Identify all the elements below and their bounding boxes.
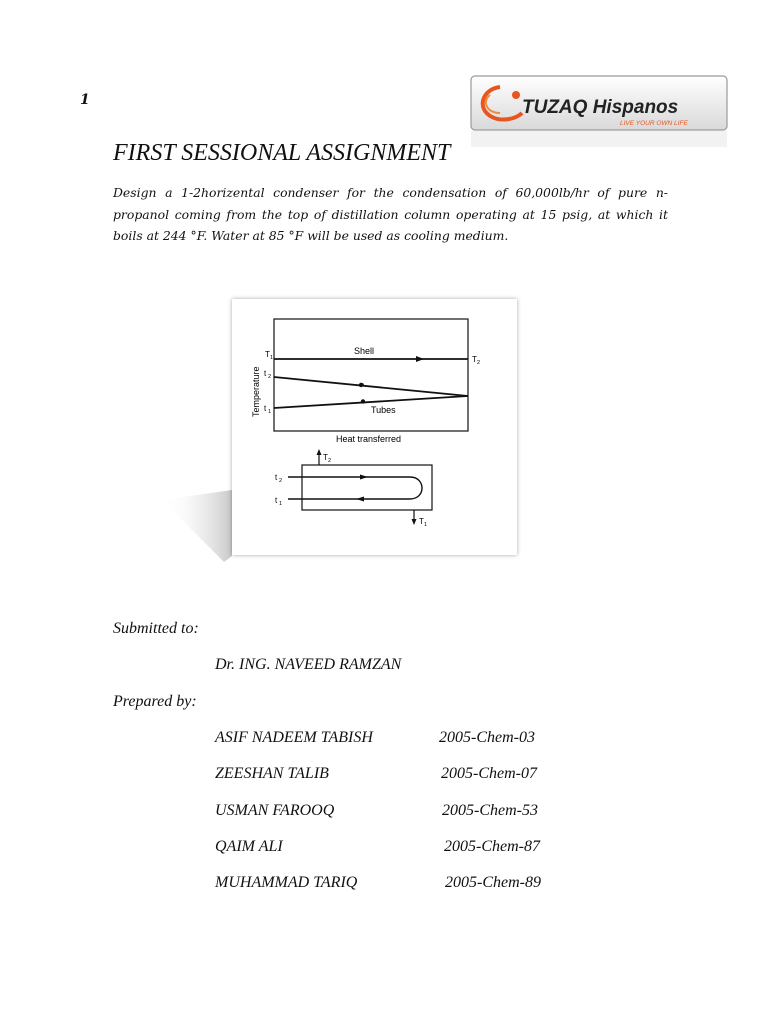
student-name: ZEESHAN TALIB [215,765,329,782]
condenser-figure [232,299,517,555]
logo-tagline: LIVE YOUR OWN LIFE [620,120,688,127]
svg-text:1: 1 [268,409,272,415]
svg-text:2: 2 [268,374,272,380]
logo-brand: TUZAQ Hispanos [522,97,679,118]
x-axis-label: Heat transferred [336,434,402,444]
shell-label: Shell [354,346,375,356]
submitted-to-name: Dr. ING. NAVEED RAMZAN [215,656,402,673]
t1-label: t [264,404,267,413]
student-roll: 2005-Chem-89 [445,874,541,891]
T2-label: T [472,355,477,364]
t2-label: t [264,369,267,378]
submitted-to-label: Submitted to: [113,620,199,637]
svg-text:t: t [275,496,278,505]
svg-text:t: t [275,473,278,482]
svg-text:1: 1 [270,355,274,361]
student-roll: 2005-Chem-07 [441,765,537,782]
tuzaq-logo [470,75,728,131]
tube-line-upper [274,377,468,396]
svg-text:2: 2 [279,478,283,484]
student-name: ASIF NADEEM TABISH [215,729,373,746]
svg-text:2: 2 [328,458,332,464]
svg-text:2: 2 [477,360,481,366]
svg-text:1: 1 [279,501,283,507]
svg-text:T: T [419,517,424,526]
exchanger-shell [302,465,432,510]
student-name: QAIM ALI [215,838,283,855]
y-axis-label: Temperature [251,366,261,417]
u-tube [288,477,422,499]
student-roll: 2005-Chem-53 [442,802,538,819]
student-roll: 2005-Chem-03 [439,729,535,746]
T1-label: T [265,350,270,359]
svg-text:T: T [323,453,328,462]
svg-text:1: 1 [424,522,428,528]
logo-reflection [470,131,728,147]
student-name: MUHAMMAD TARIQ [215,874,358,891]
tubes-label: Tubes [371,405,396,415]
page-number: 1 [80,92,90,108]
student-roll: 2005-Chem-87 [444,838,540,855]
problem-statement: Design a 1-2horizental condenser for the condensation of 60,000lb/hr of pure n-propanol coming from the top of distillation column operating at 15 psig, at which it boils at 244 °F. Water at 85 °F will be used as cooling medium. [113,185,668,243]
page-title: FIRST SESSIONAL ASSIGNMENT [113,140,451,166]
figure-shadow [162,490,242,562]
prepared-by-label: Prepared by: [113,693,197,710]
student-name: USMAN FAROOQ [215,802,335,819]
